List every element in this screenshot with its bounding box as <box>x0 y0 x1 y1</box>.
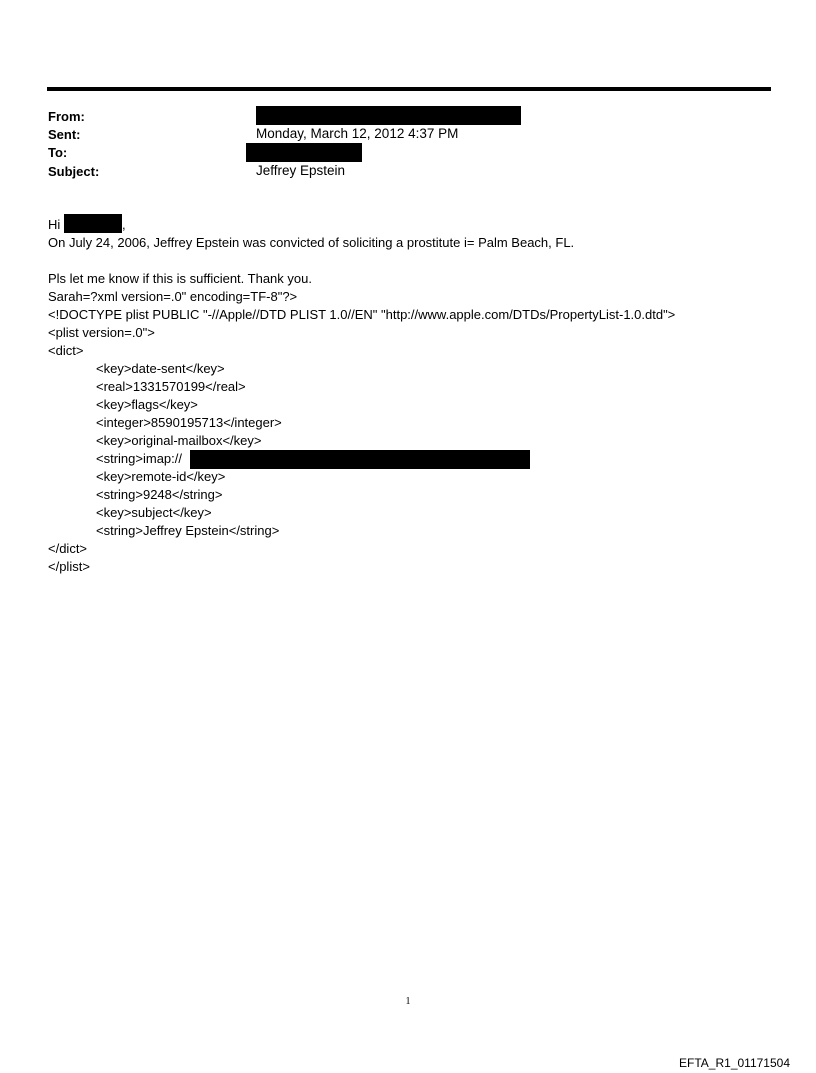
page-number: 1 <box>405 996 411 1007</box>
dict-line-3: <key>flags</key> <box>96 397 198 412</box>
dict-line-6: <string>imap:// <box>96 451 182 466</box>
header-rule <box>47 87 771 91</box>
close-dict-line: </dict> <box>48 541 88 556</box>
dict-line-7: <key>remote-id</key> <box>96 469 226 484</box>
body-line-2: Pls let me know if this is sufficient. Thank you. <box>48 271 312 286</box>
dict-line-10: <string>Jeffrey Epstein</string> <box>96 523 280 538</box>
dict-line-8: <string>9248</string> <box>96 487 223 502</box>
mailbox-redaction <box>190 450 530 469</box>
bates-number: EFTA_R1_01171504 <box>679 1056 790 1070</box>
body-line-1: On July 24, 2006, Jeffrey Epstein was convicted of soliciting a prostitute i= Palm Beach, FL. <box>48 235 575 250</box>
close-plist-line: </plist> <box>48 559 90 574</box>
dict-line-2: <real>1331570199</real> <box>96 379 246 394</box>
dict-line-4: <integer>8590195713</integer> <box>96 415 282 430</box>
body-line-5: <plist version=.0"> <box>48 325 155 340</box>
body-line-3: Sarah=?xml version=.0" encoding=TF-8"?> <box>48 289 298 304</box>
subject-label: Subject: <box>48 164 100 179</box>
body-line-6: <dict> <box>48 343 84 358</box>
from-label: From: <box>48 109 85 124</box>
greeting-suffix: , <box>122 217 126 232</box>
subject-value: Jeffrey Epstein <box>256 163 346 178</box>
sent-label: Sent: <box>48 127 81 142</box>
greeting <box>48 216 60 233</box>
dict-line-5: <key>original-mailbox</key> <box>96 433 262 448</box>
to-label: To: <box>48 145 68 160</box>
greeting-text: Hi <box>48 217 61 232</box>
dict-line-1: <key>date-sent</key> <box>96 361 225 376</box>
from-redaction <box>256 106 521 125</box>
sent-value: Monday, March 12, 2012 4:37 PM <box>256 126 459 141</box>
recipient-name-redaction <box>64 214 122 233</box>
to-redaction <box>246 143 362 162</box>
body-line-4: <!DOCTYPE plist PUBLIC "-//Apple//DTD PLIST 1.0//EN" "http://www.apple.com/DTDs/PropertyList-1.0.dtd"> <box>48 307 676 322</box>
dict-line-9: <key>subject</key> <box>96 505 212 520</box>
